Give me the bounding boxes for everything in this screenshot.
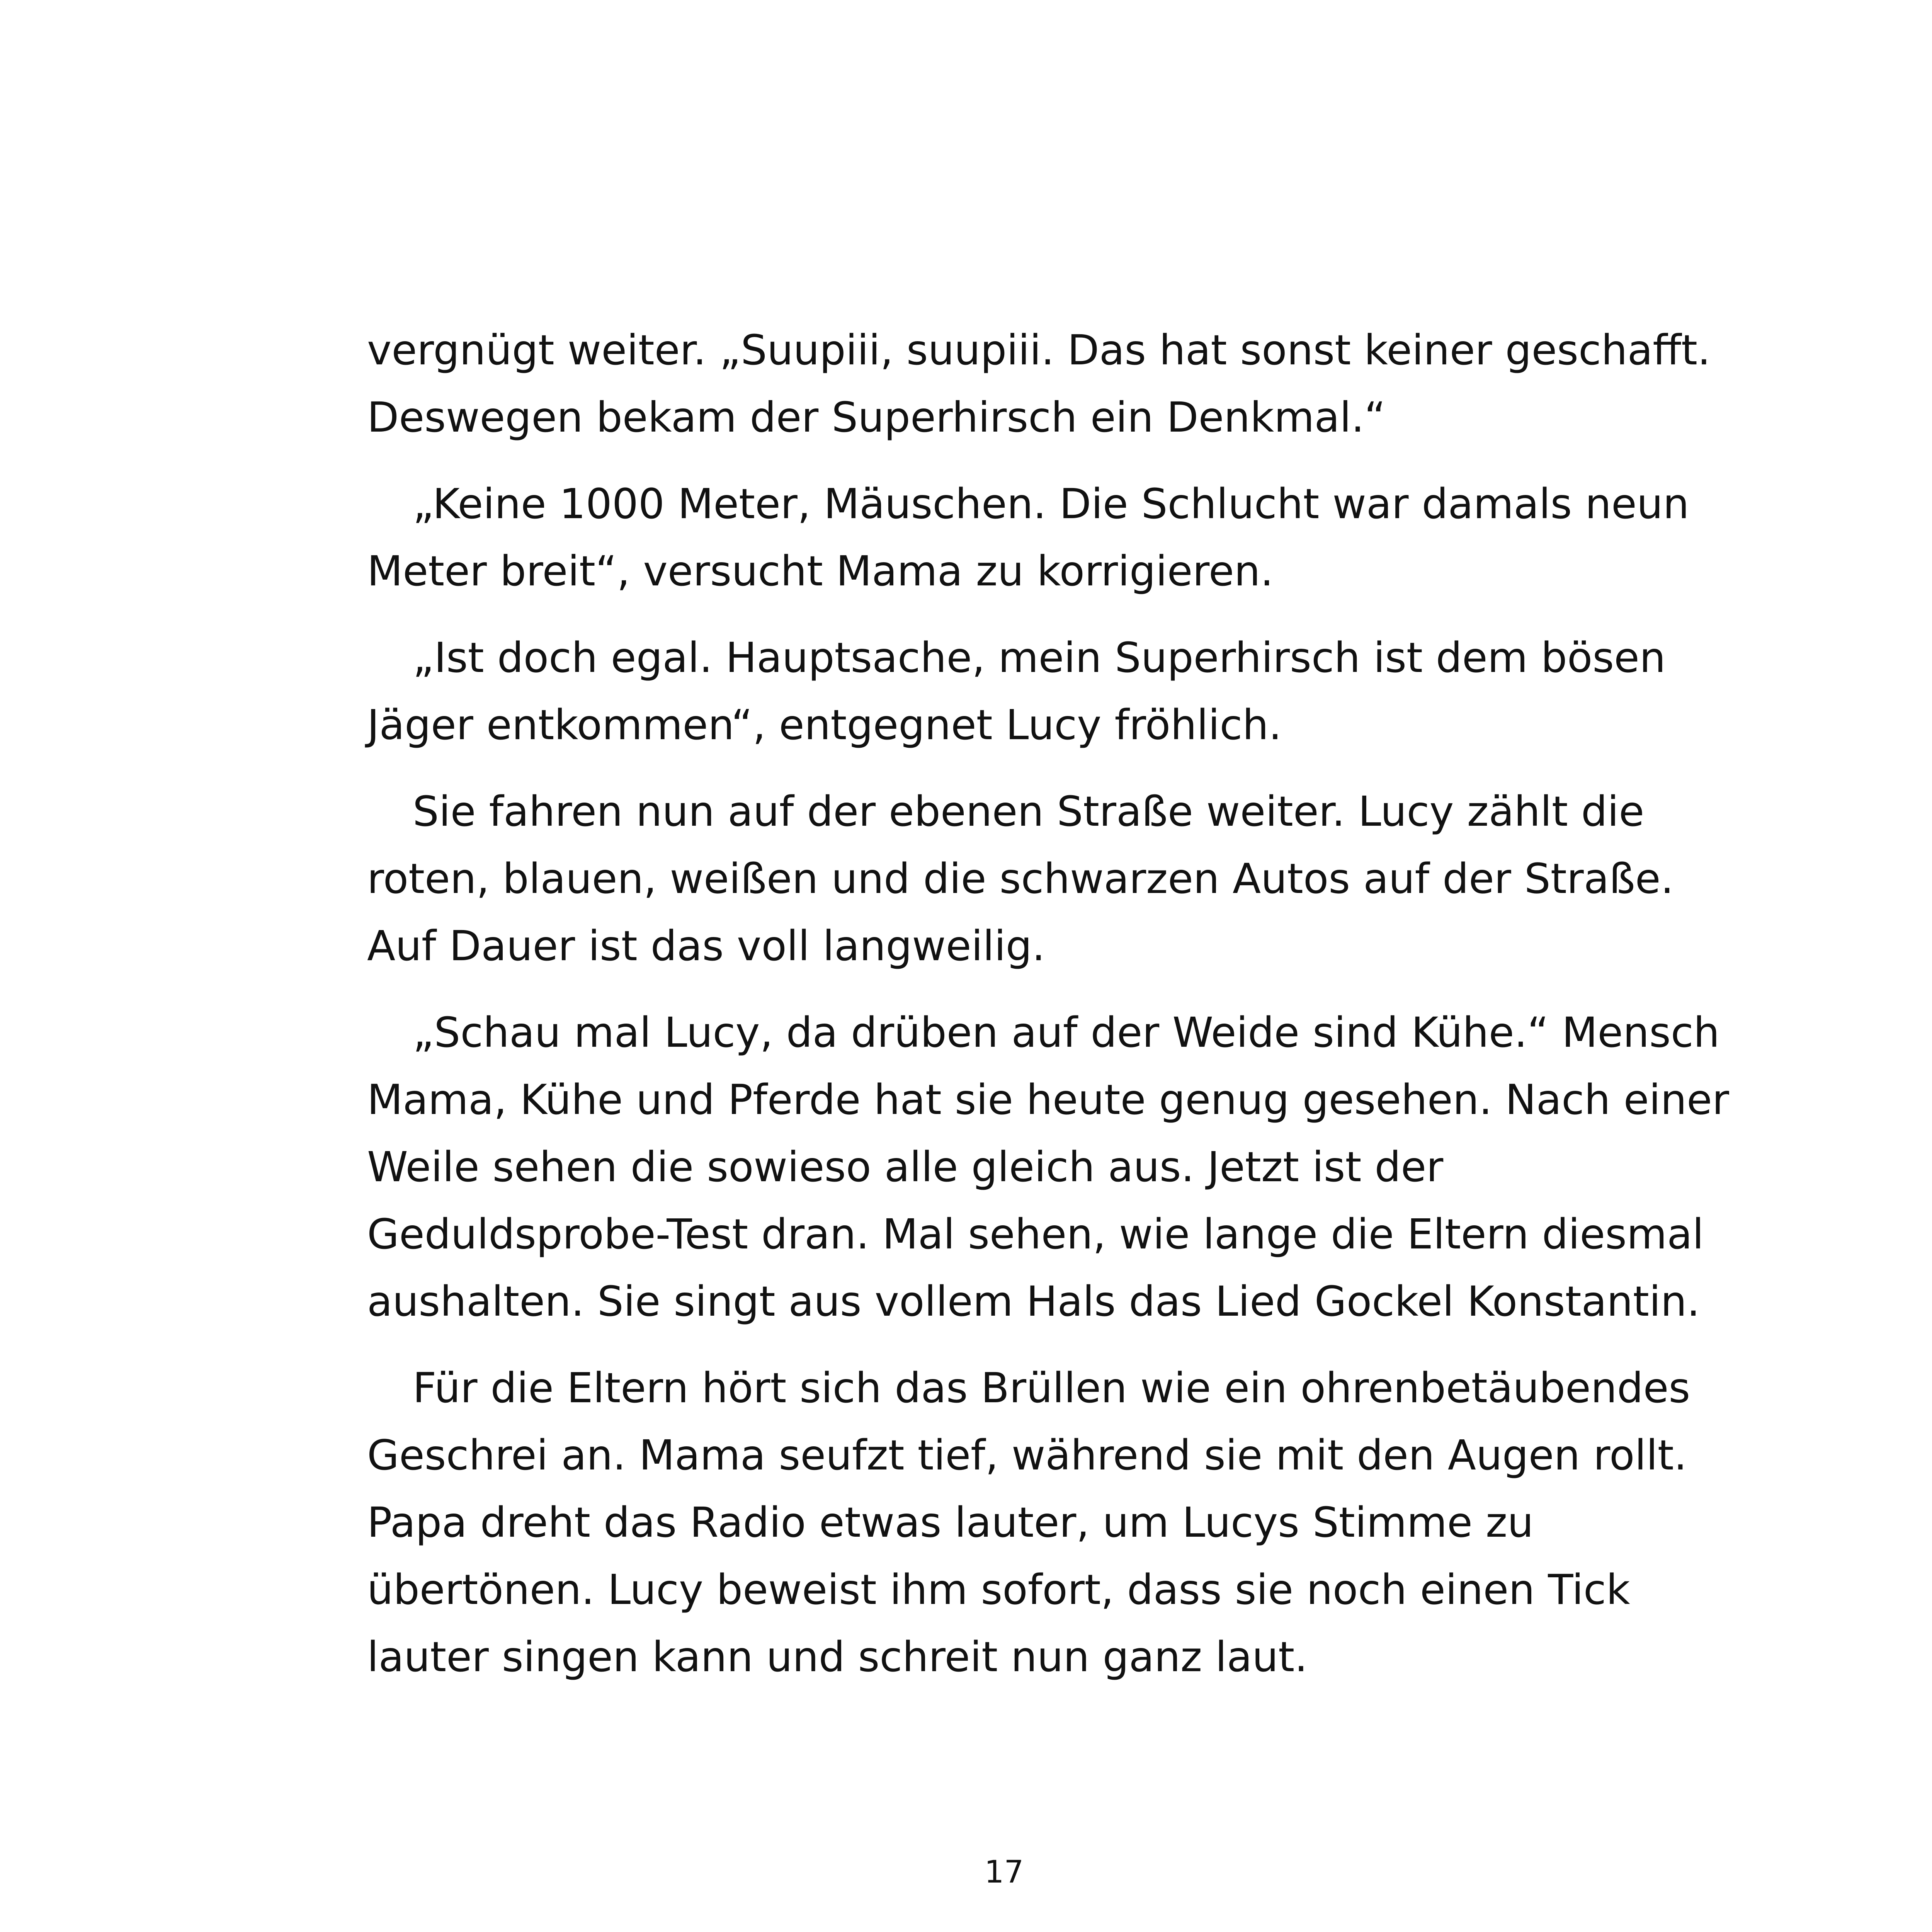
text-line: Geschrei an. Mama seufzt tief, während sie mit den Augen rollt. (367, 1432, 1687, 1480)
text-line: Sie fahren nun auf der ebenen Straße weiter. Lucy zählt die (413, 788, 1645, 836)
text-line: lauter singen kann und schreit nun ganz laut. (367, 1633, 1308, 1681)
text-line: Deswegen bekam der Superhirsch ein Denkmal.“ (367, 394, 1386, 442)
paragraph (367, 624, 1681, 759)
text-line: „Schau mal Lucy, da drüben auf der Weide sind Kühe.“ Mensch (413, 1009, 1720, 1057)
text-line: Für die Eltern hört sich das Brüllen wie ein ohrenbetäubendes (413, 1364, 1690, 1412)
page-number: 17 (984, 1854, 1024, 1890)
text-line: „Keine 1000 Meter, Mäuschen. Die Schlucht war damals neun (413, 480, 1689, 528)
paragraph (367, 778, 1681, 980)
paragraph (367, 999, 1729, 1335)
paragraph (367, 317, 1711, 451)
text-line: Geduldsprobe-Test dran. Mal sehen, wie lange die Eltern diesmal (367, 1211, 1704, 1259)
text-line: Meter breit“, versucht Mama zu korrigieren. (367, 548, 1274, 595)
text-line: roten, blauen, weißen und die schwarzen Autos auf der Straße. (367, 855, 1674, 903)
text-line: „Ist doch egal. Hauptsache, mein Superhirsch ist dem bösen (413, 634, 1666, 682)
text-line: Auf Dauer ist das voll langweilig. (367, 922, 1045, 970)
text-line: übertönen. Lucy beweist ihm sofort, dass sie noch einen Tick (367, 1566, 1630, 1614)
text-line: Papa dreht das Radio etwas lauter, um Lucys Stimme zu (367, 1499, 1534, 1547)
paragraph (367, 471, 1689, 605)
text-line: Mama, Kühe und Pferde hat sie heute genug gesehen. Nach einer (367, 1076, 1729, 1124)
body-text (367, 317, 1729, 1691)
text-line: Weile sehen die sowieso alle gleich aus. Jetzt ist der (367, 1143, 1444, 1191)
text-line: vergnügt weiter. „Suupiii, suupiii. Das hat sonst keiner geschafft. (367, 327, 1711, 374)
paragraph (367, 1355, 1690, 1691)
text-line: aushalten. Sie singt aus vollem Hals das Lied Gockel Konstantin. (367, 1278, 1700, 1326)
text-line: Jäger entkommen“, entgegnet Lucy fröhlich. (367, 701, 1282, 749)
